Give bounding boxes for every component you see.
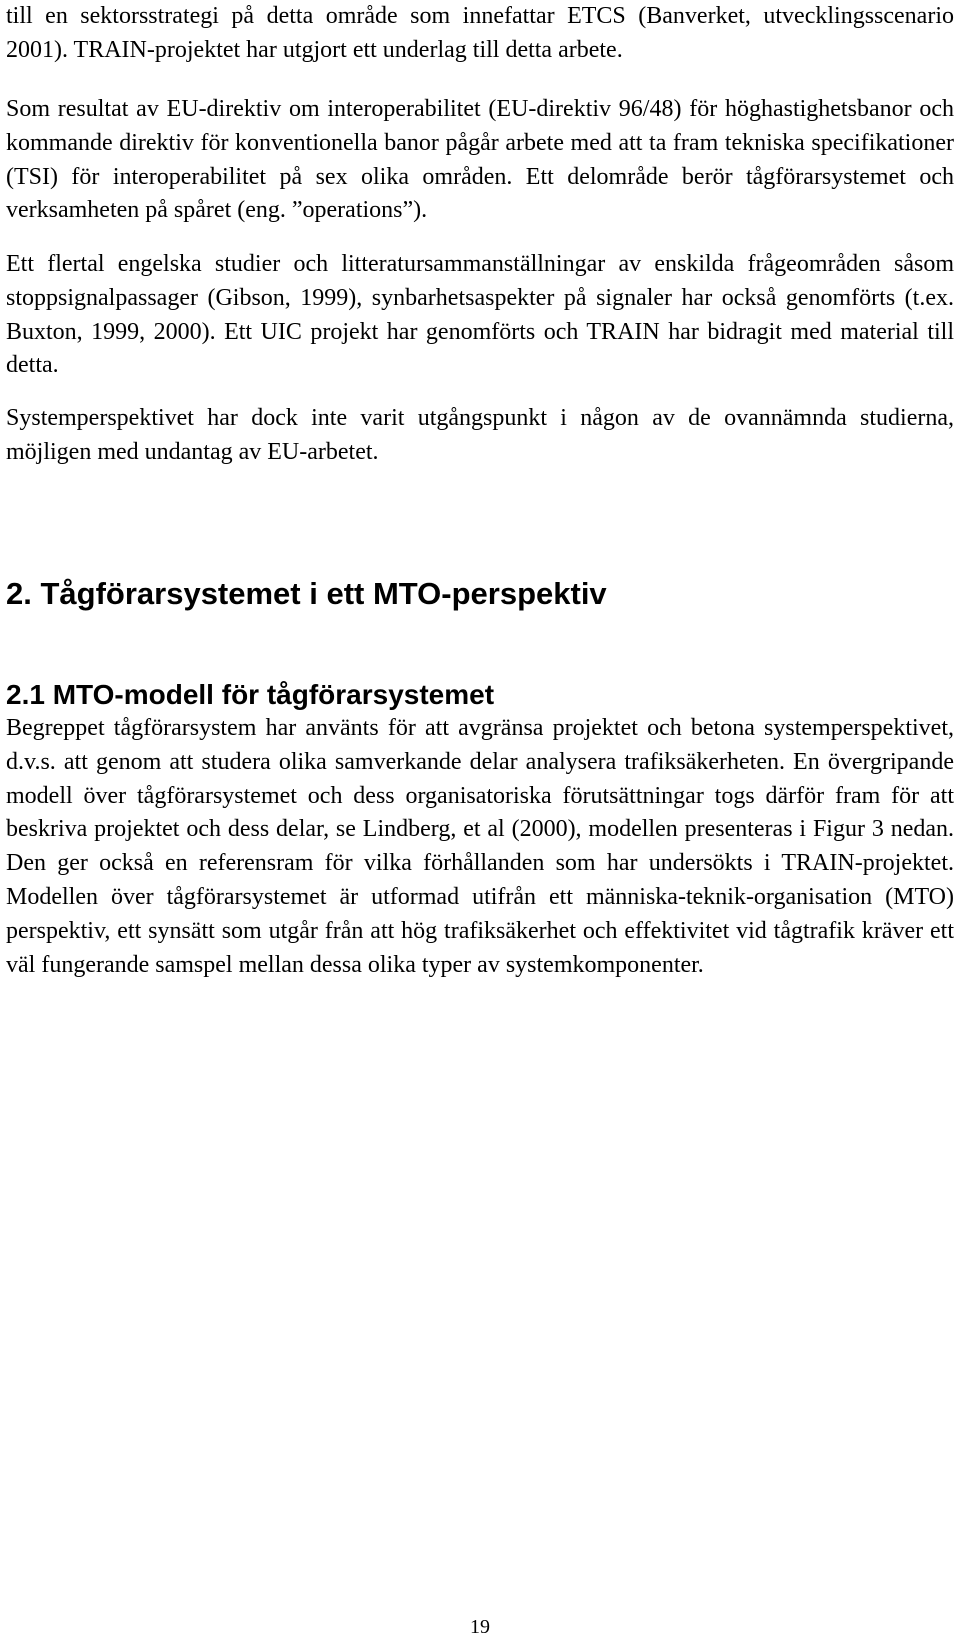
paragraph-mto-model: Begreppet tågförarsystem har använts för att avgränsa projektet och betona systemperspektivet, d.v.s. att genom att studera olika samverkande delar analysera trafiksäkerheten. En övergripande modell över tågförarsystemet och dess organisatoriska förutsättningar togs därför fram för att beskriva projektet och dess delar, se Lindberg, et al (2000), modellen presenteras i Figur 3 nedan. Den ger också en referensram för vilka förhållanden som har undersökts i TRAIN-projektet. Modellen över tågförarsystemet är utformad utifrån ett människa-teknik-organisation (MTO) perspektiv, ett synsätt som utgår från att hög trafiksäkerhet och effektivitet vid tågtrafik kräver ett väl fungerande samspel mellan dessa olika typer av systemkomponenter. [6,715,954,978]
paragraph-ets-strategy: till en sektorsstrategi på detta område som innefattar ETCS (Banverket, utvecklingsscenario 2001). TRAIN-projektet har utgjort ett underlag till detta arbete. [6,3,954,63]
subsection-heading: 2.1 MTO-modell för tågförarsystemet [6,679,495,710]
paragraph-eu-directive: Som resultat av EU-direktiv om interoperabilitet (EU-direktiv 96/48) för höghastighetsbanor och kommande direktiv för konventionella banor pågår arbete med att ta fram tekniska specifikationer (TSI) för interoperabilitet på sex olika områden. Ett delområde berör tågförarsystemet och verksamheten på spåret (eng. ”operations”). [6,96,954,224]
paragraph-english-studies: Ett flertal engelska studier och litteratursammanställningar av enskilda frågeområden såsom stoppsignalpassager (Gibson, 1999), synbarhetsaspekter på signaler har också genomförts (t.ex. Buxton, 1999, 2000). Ett UIC projekt har genomförts och TRAIN har bidragit med material till detta. [6,251,954,379]
paragraph-system-perspective: Systemperspektivet har dock inte varit utgångspunkt i någon av de ovannämnda studierna, möjligen med undantag av EU-arbetet. [6,405,954,465]
page-number: 19 [470,1616,490,1638]
section-heading: 2. Tågförarsystemet i ett MTO-perspektiv [6,576,607,611]
